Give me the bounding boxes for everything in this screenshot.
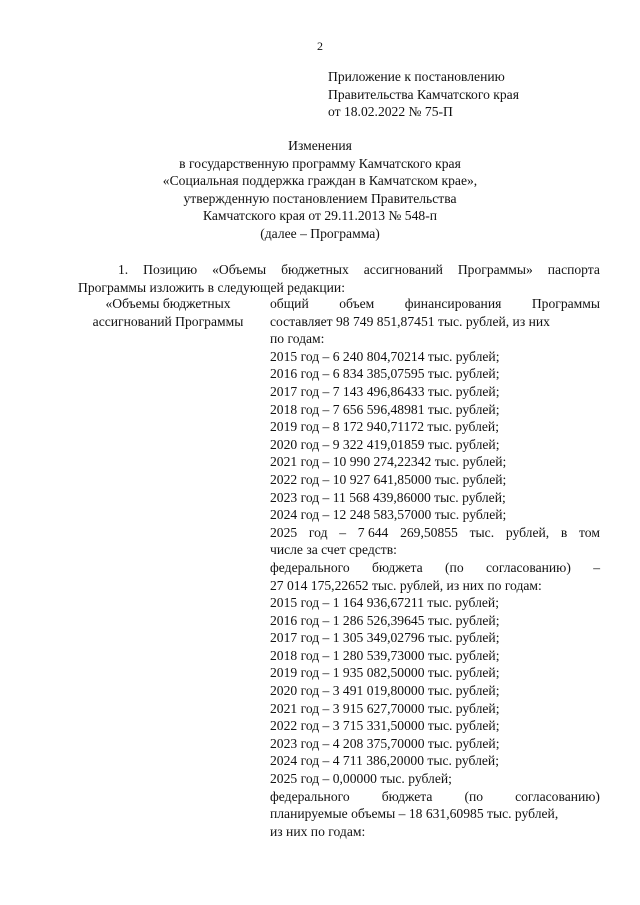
word: Позицию (143, 262, 198, 277)
word: федерального (270, 559, 350, 575)
federal-year-line: 2021 год – 3 915 627,70000 тыс. рублей; (270, 700, 500, 716)
word: (по (464, 788, 484, 804)
word: том (579, 524, 600, 540)
intro-line: составляет 98 749 851,87451 тыс. рублей, из них (270, 313, 550, 329)
document-heading (0, 137, 640, 243)
paragraph-1 (78, 261, 600, 296)
heading-line: утвержденную постановлением Правительства (183, 190, 457, 206)
total-year-line: 2022 год – 10 927 641,85000 тыс. рублей; (270, 471, 507, 487)
word: бюджета (381, 788, 433, 804)
heading-line: (далее – Программа) (260, 225, 380, 241)
planned-years-line: из них по годам: (270, 823, 366, 839)
intro-line (270, 295, 600, 313)
federal-budget-line (270, 559, 600, 577)
word: – (339, 524, 347, 540)
total-year-line: 2019 год – 8 172 940,71172 тыс. рублей; (270, 419, 499, 435)
federal-total-line: 27 014 175,22652 тыс. рублей, из них по годам: (270, 577, 542, 593)
word: год (308, 524, 328, 540)
federal-year-line: 2025 год – 0,00000 тыс. рублей; (270, 771, 452, 787)
word: согласованию) (515, 788, 600, 804)
paragraph-second-line: Программы изложить в следующей редакции: (78, 279, 345, 295)
left-cell-line: «Объемы бюджетных (105, 296, 231, 311)
sources-line: числе за счет средств: (270, 542, 397, 558)
word: федерального (270, 788, 350, 804)
year-2025-line (270, 524, 600, 542)
total-year-line: 2015 год – 6 240 804,70214 тыс. рублей; (270, 348, 500, 364)
table-right-cell (270, 295, 600, 840)
word: бюджета (372, 559, 423, 575)
federal-year-line: 2018 год – 1 280 539,73000 тыс. рублей; (270, 647, 500, 663)
appendix-line: Правительства Камчатского края (328, 86, 519, 102)
total-year-line: 2023 год – 11 568 439,86000 тыс. рублей; (270, 489, 506, 505)
federal-year-line: 2016 год – 1 286 526,39645 тыс. рублей; (270, 612, 500, 628)
appendix-line: Приложение к постановлению (328, 69, 505, 84)
federal-year-line: 2015 год – 1 164 936,67211 тыс. рублей; (270, 595, 499, 611)
federal-year-line: 2023 год – 4 208 375,70000 тыс. рублей; (270, 735, 500, 751)
federal-year-line: 2017 год – 1 305 349,02796 тыс. рублей; (270, 630, 500, 646)
total-year-line: 2016 год – 6 834 385,07595 тыс. рублей; (270, 366, 500, 382)
planned-total-line: планируемые объемы – 18 631,60985 тыс. рублей, (270, 806, 559, 822)
total-year-line: 2018 год – 7 656 596,48981 тыс. рублей; (270, 401, 500, 417)
appendix-block (328, 68, 628, 121)
word: объем (339, 296, 375, 311)
word: финансирования (404, 296, 502, 311)
word: – (593, 559, 600, 575)
word: Программы (531, 296, 600, 311)
word: (по (445, 559, 464, 575)
word: 269,50855 (400, 524, 458, 540)
word: тыс. (469, 524, 495, 540)
word: согласованию) (485, 559, 571, 575)
heading-line: Камчатского края от 29.11.2013 № 548-п (203, 208, 437, 224)
paragraph-first-line (78, 261, 600, 279)
intro-line: по годам: (270, 331, 325, 347)
heading-line: «Социальная поддержка граждан в Камчатском крае», (162, 173, 478, 189)
heading-line: в государственную программу Камчатского края (179, 155, 461, 171)
total-year-line: 2020 год – 9 322 419,01859 тыс. рублей; (270, 436, 500, 452)
table-left-cell (78, 295, 258, 330)
federal-year-line: 2024 год – 4 711 386,20000 тыс. рублей; (270, 753, 499, 769)
heading-title: Изменения (288, 138, 352, 153)
left-cell-line: ассигнований Программы (92, 313, 244, 329)
word: в (560, 524, 568, 540)
word: Программы» (457, 262, 533, 277)
page-number: 2 (317, 39, 323, 53)
total-year-line: 2021 год – 10 990 274,22342 тыс. рублей; (270, 454, 507, 470)
paragraph-number: 1. (118, 262, 129, 277)
word: 7 644 (357, 524, 389, 540)
planned-budget-line (270, 788, 600, 806)
word: ассигнований (363, 262, 443, 277)
total-year-line: 2024 год – 12 248 583,57000 тыс. рублей; (270, 507, 507, 523)
word: бюджетных (281, 262, 349, 277)
federal-year-line: 2022 год – 3 715 331,50000 тыс. рублей; (270, 718, 500, 734)
total-year-line: 2017 год – 7 143 496,86433 тыс. рублей; (270, 383, 500, 399)
appendix-line: от 18.02.2022 № 75-П (328, 104, 453, 120)
federal-year-line: 2020 год – 3 491 019,80000 тыс. рублей; (270, 683, 500, 699)
word: общий (270, 296, 309, 311)
word: 2025 (270, 524, 298, 540)
word: паспорта (547, 262, 600, 277)
federal-year-line: 2019 год – 1 935 082,50000 тыс. рублей; (270, 665, 500, 681)
word: «Объемы (212, 262, 267, 277)
word: рублей, (505, 524, 550, 540)
